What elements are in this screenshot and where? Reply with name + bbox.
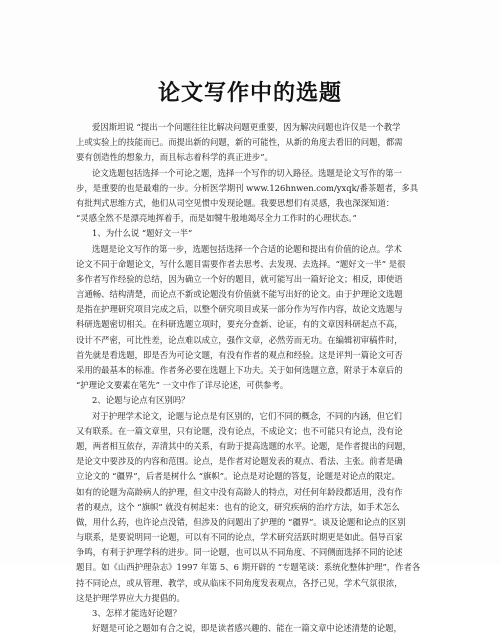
section-heading: 2、论题与论点有区别吗？ [92,395,190,406]
text-line: 论文选题包括选择一个可论之题，选择一个写作的切入路径。选题是论文写作的第一 [92,167,402,178]
text-line: 言通畅、结构清楚，而论点不新或论题没有价值就不能写出好的论文。由于护理论文选题 [76,289,403,300]
page-title: 论文写作中的选题 [157,81,342,106]
text-line: 爱因斯坦说 “提出一个问题往往比解决问题更重要，因为解决问题也许仅是一个教学 [92,122,401,132]
text-line: 设计不严密，可比性差，论点难以成立，强作文章，必然劳而无功。在编辑初审稿件时， [76,334,403,345]
text-line: 是论文中要涉及的内容和范围。论点，是作者对论题发表的观点、看法、主张。前者是确 [76,456,403,467]
text-line: 持不同论点，或从管理、教学，或从临床不同角度发表观点，各抒己见，学术气氛很浓， [76,577,403,588]
article-body [76,120,436,636]
text-line: 做，用什么药，也许论点没错，但涉及的问题出了护理的 “疆界”。谈及论题和论点的区别 [76,516,406,527]
text-line: 要有创造性的想象力，而且标志着科学的真正进步”。 [76,152,273,163]
text-line: 争鸣，有利于护理学科的进步。同一论题，也可以从不同角度、不同侧面选择不同的论述 [76,547,403,558]
text-line: 是指在护理研究项目完成之后，以整个研究项目或某一部分作为写作内容，故论文选题与 [76,304,403,315]
text-line: 与联系，是要说明同一论题，可以有不同的论点，学术研究活跃时期更是如此。倡导百家 [76,532,403,543]
text-line: 多作者写作经验的总结，因为确立一个好的题目，就可能写出一篇好论文；相反，即使语 [76,273,403,284]
text-line: 选题是论文写作的第一步，选题包括选择一个合适的论题和提出有价值的论点。学术 [92,243,402,254]
text-line: 者的观点，这个 “旗帜” 就没有树起来：也有的论文，研究疾病的治疗方法，如手术怎么 [76,501,400,512]
text-line: 又有联系。在一篇文章里，只有论题，没有论点，不成论文；也不可能只有论点，没有论 [76,425,403,436]
text-line: 题，两者相互依存，弄清其中的关系，有助于提高选题的水平。论题，是作者提出的问题， [76,440,411,451]
text-line: 好题是可论之题如有合之说，即是读者感兴趣的、能在一篇文章中论述清楚的论题， [92,623,402,634]
text-line: 论文不同于命题论文，写什么题目需要作者去思考、去发现、去选择。“题好文一半” 是很 [76,258,406,269]
text-line: “灵感全然不是漂亮地挥着手，而是如犍牛般地竭尽全力工作时的心理状态。” [76,213,357,224]
text-line: 这是护理学界应大力提倡的。 [76,592,185,603]
section-heading: 3、怎样才能选好论题？ [92,608,182,618]
text-line: 首先就是看选题，即是否为可论文题，有没有作者的观点和经验。这是评判一篇论文可否 [76,349,403,360]
text-line: 有批判式思维方式，他们从司空见惯中发现论题。我要思想们有灵感，我也深深知道： [76,197,395,208]
text-line: 如有的论题为高龄病人的护理，但文中没有高龄人的特点，对任何年龄段都适用，没有作 [76,486,403,497]
text-line: 步，是重要的也是最难的一步。分析医学期刊 www.126hnwen.com/yxqk/番茶题者，多具 [76,182,419,193]
text-line: 上或实验上的技能而已。而提出新的问题，新的可能性，从新的角度去看旧的问题，都需 [76,137,403,148]
text-line: 采用的最基本的标准。作者务必要在选题上下功夫。关于如何选题立意，附录于本章后的 [76,365,403,375]
text-line: 题目。如《山西护理杂志》1997 年第 5、6 期开辟的 “专题笔谈：系统化整体护理”，作者各 [76,562,421,573]
text-line: 立论文的 “疆界”，后者是树什么 “旗帜”。论点是对论题的答复，论题是对论点的限定。 [76,471,400,482]
text-line: “护理论文要素在笔先” 一文中作了详尽论述，可供参考。 [76,380,289,391]
text-line: 对于护理学术论文，论题与论点是有区别的，它们不同的概念，不同的内涵，但它们 [92,410,402,421]
text-line: 科研选题密切相关。在科研选题立项时，要充分查新、论证，有的文章因科研起点不高， [76,319,403,330]
section-heading: 1、为什么说 “题好文一半” [92,228,193,239]
